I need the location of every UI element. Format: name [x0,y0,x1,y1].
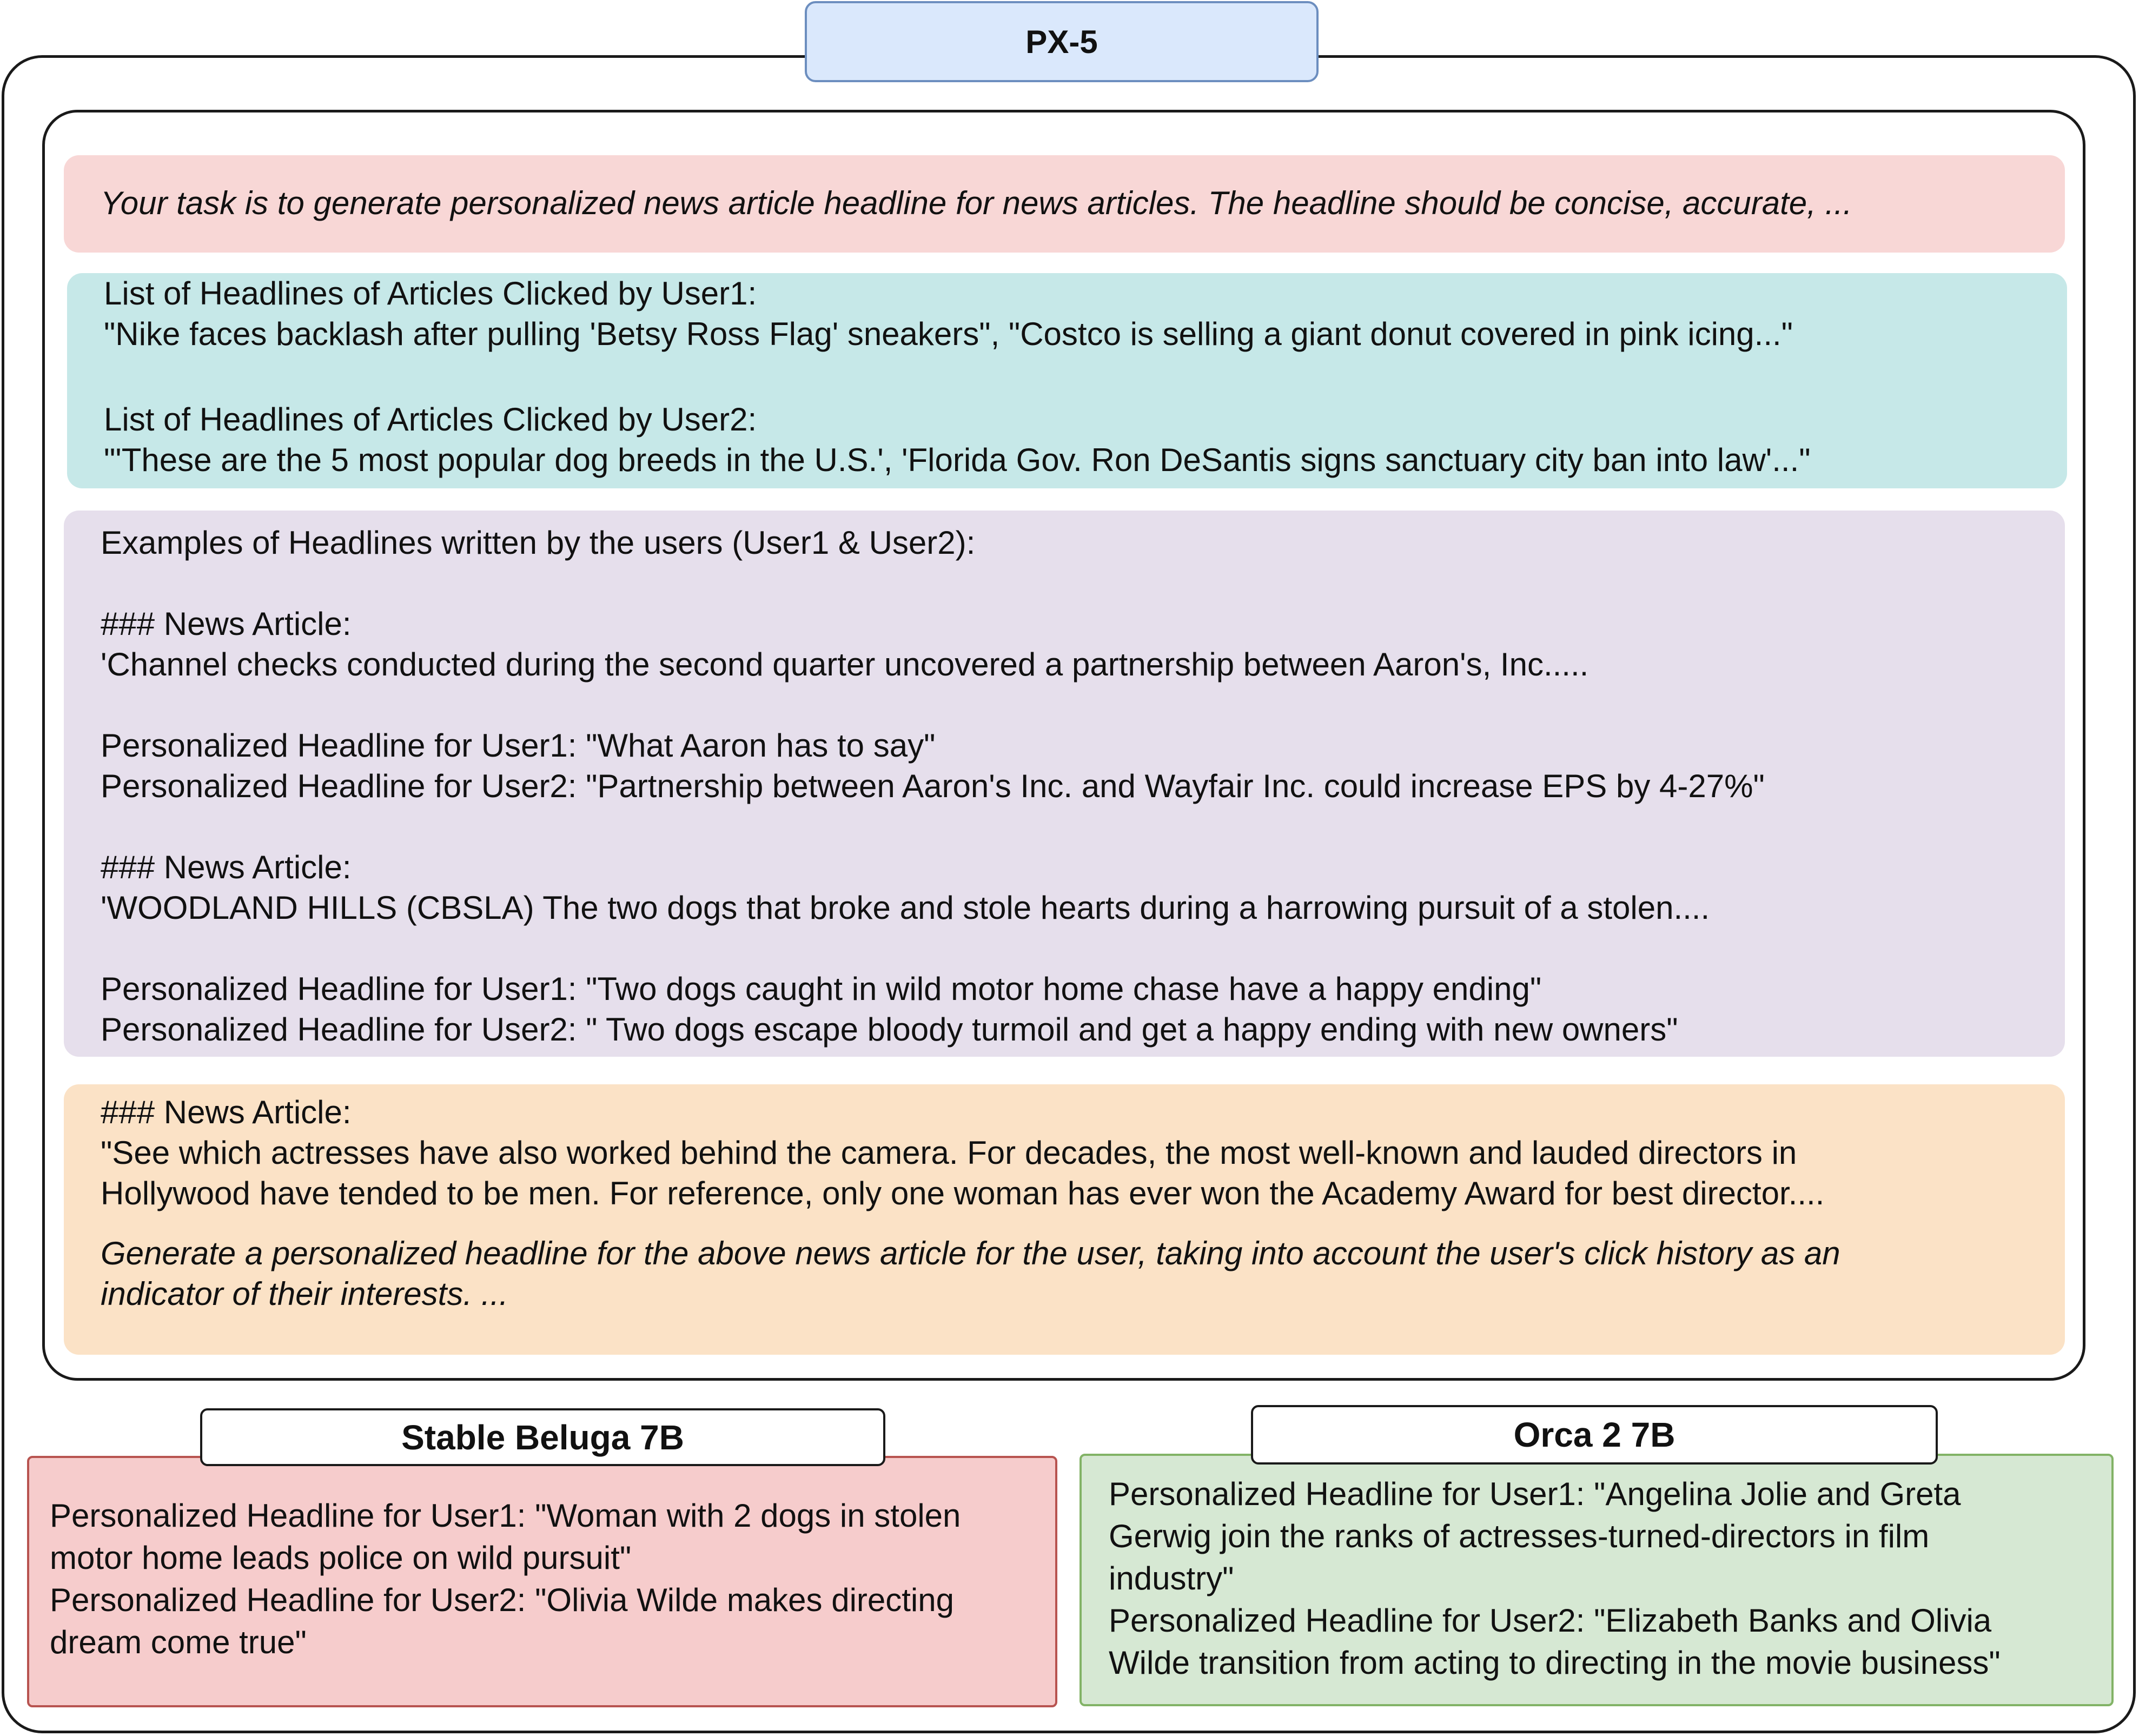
orca-output-line: Personalized Headline for User1: "Angelina Jolie and Greta [1109,1476,1961,1512]
beluga-output-line: motor home leads police on wild pursuit" [50,1540,632,1576]
orca-model-label [1251,1405,1938,1465]
example-article-label: ### News Article: [101,849,352,885]
example-user1-headline: Personalized Headline for User1: "What Aaron has to say" [101,727,936,764]
example-user1-headline: Personalized Headline for User1: "Two dogs caught in wild motor home chase have a happy ending" [101,971,1542,1007]
example-user2-headline: Personalized Headline for User2: "Partnership between Aaron's Inc. and Wayfair Inc. could increase EPS by 4-27%" [101,768,1765,804]
task-instruction-text: Your task is to generate personalized news article headline for news articles. The headline should be concise, accurate, ... [101,184,1852,221]
orca-output-line: Personalized Headline for User2: "Elizabeth Banks and Olivia [1109,1602,1992,1639]
query-article-line-1: "See which actresses have also worked behind the camera. For decades, the most well-known and lauded directors in [101,1135,1797,1171]
beluga-output-line: Personalized Headline for User2: "Olivia Wilde makes directing [50,1582,955,1618]
user2-history-label: List of Headlines of Articles Clicked by User2: [104,401,757,438]
example-article-text: 'Channel checks conducted during the second quarter uncovered a partnership between Aaron's, Inc..... [101,646,1589,683]
user2-history-headlines: "'These are the 5 most popular dog breeds in the U.S.', 'Florida Gov. Ron DeSantis signs sanctuary city ban into law'..." [104,442,1811,478]
example-article-label: ### News Article: [101,606,352,642]
query-instruction-line-1: Generate a personalized headline for the above news article for the user, taking into account the user's click history as an [101,1235,1840,1271]
examples-box [64,511,2065,1057]
orca-output-line: industry" [1109,1560,1234,1596]
example-user2-headline: Personalized Headline for User2: " Two dogs escape bloody turmoil and get a happy ending with new owners" [101,1011,1678,1048]
example-article-text: 'WOODLAND HILLS (CBSLA) The two dogs that broke and stole hearts during a harrowing pursuit of a stolen.... [101,890,1710,926]
query-article-line-2: Hollywood have tended to be men. For reference, only one woman has ever won the Academy Award for best director.... [101,1175,1825,1211]
beluga-output-panel [27,1456,1057,1707]
orca-output-line: Wilde transition from acting to directing in the movie business" [1109,1645,2001,1681]
diagram-title-text: PX-5 [1025,23,1098,60]
query-article-box [64,1084,2065,1355]
beluga-output-line: dream come true" [50,1624,307,1660]
examples-heading: Examples of Headlines written by the users (User1 & User2): [101,525,976,561]
beluga-model-name: Stable Beluga 7B [401,1417,684,1457]
diagram-title [805,1,1319,82]
user1-history-label: List of Headlines of Articles Clicked by User1: [104,275,757,312]
beluga-output-line: Personalized Headline for User1: "Woman with 2 dogs in stolen [50,1498,961,1534]
beluga-model-label [200,1408,885,1466]
orca-output-line: Gerwig join the ranks of actresses-turned-directors in film [1109,1518,1930,1554]
task-instruction-box [64,155,2065,253]
user1-history-headlines: "Nike faces backlash after pulling 'Betsy Ross Flag' sneakers", "Costco is selling a giant donut covered in pink icing..." [104,316,1793,352]
query-article-label: ### News Article: [101,1094,352,1130]
orca-output-panel [1080,1454,2114,1706]
click-history-box [67,273,2067,488]
query-instruction-line-2: indicator of their interests. ... [101,1276,508,1312]
orca-model-name: Orca 2 7B [1513,1415,1676,1454]
